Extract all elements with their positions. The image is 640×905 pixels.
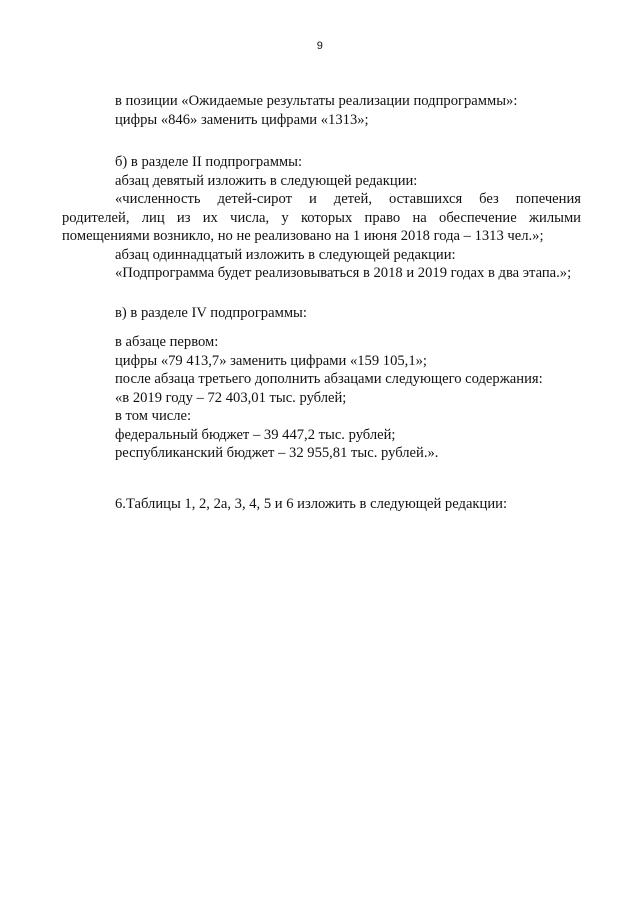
text-line: в абзаце первом:: [115, 334, 219, 350]
text-line: «Подпрограмма будет реализовываться в 2018 и 2019 годах в два этапа.»;: [115, 265, 572, 281]
text-line: в том числе:: [115, 408, 192, 424]
text-line: родителей, лиц из их числа, у которых право на обеспечение жилыми: [62, 209, 581, 226]
text-line: абзац девятый изложить в следующей редакции:: [115, 172, 418, 189]
text-line: после абзаца третьего дополнить абзацами следующего содержания:: [115, 371, 543, 387]
text-line: цифры «79 413,7» заменить цифрами «159 105,1»;: [115, 352, 427, 369]
text-line: цифры «846» заменить цифрами «1313»;: [115, 111, 369, 128]
section-6: [115, 495, 507, 514]
text-line: абзац одиннадцатый изложить в следующей редакции:: [115, 246, 456, 263]
text-line: «численность детей-сирот и детей, оставшихся без попечения: [115, 191, 581, 207]
text-line: в позиции «Ожидаемые результаты реализации подпрограммы»:: [115, 93, 518, 109]
text-line: республиканский бюджет – 32 955,81 тыс. рублей.».: [115, 445, 439, 461]
text-line: б) в разделе II подпрограммы:: [115, 154, 303, 170]
section-v-body: [115, 333, 543, 463]
text-line: федеральный бюджет – 39 447,2 тыс. рублей;: [115, 426, 396, 443]
page-number: 9: [316, 40, 324, 52]
section-v-heading: [115, 304, 307, 323]
text-line: 6.Таблицы 1, 2, 2а, 3, 4, 5 и 6 изложить в следующей редакции:: [115, 496, 507, 512]
text-line: помещениями возникло, но не реализовано на 1 июня 2018 года – 1313 чел.»;: [62, 228, 544, 244]
section-expected-results: [115, 92, 517, 129]
section-b-heading: [115, 153, 417, 190]
section-b-continued: [115, 246, 571, 283]
text-line: в) в разделе IV подпрограммы:: [115, 305, 307, 321]
text-line: «в 2019 году – 72 403,01 тыс. рублей;: [115, 389, 347, 406]
